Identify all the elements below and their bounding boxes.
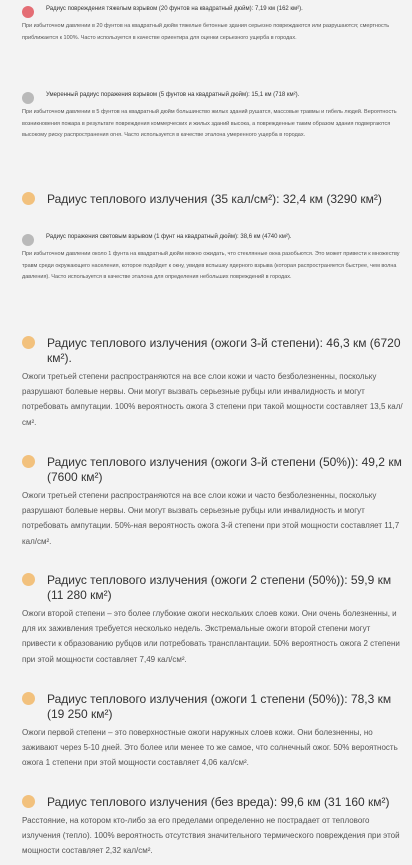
legend-entry-title: Радиус поражения световым взрывом (1 фунт на квадратный дюйм): 38,6 км (4740 км²). bbox=[46, 234, 292, 240]
legend-entry-header bbox=[22, 234, 404, 246]
color-swatch bbox=[22, 92, 34, 104]
legend-entry bbox=[22, 234, 404, 284]
legend-entry-title: Радиус теплового излучения (без вреда): 99,6 км (31 160 км²) bbox=[47, 795, 390, 809]
color-swatch bbox=[22, 6, 34, 18]
color-swatch bbox=[22, 234, 34, 246]
legend-entry-description: Ожоги третьей степени распространяются на все слои кожи и часто безболезненны, поскольку разрушают болевые нервы. Они могут вызвать серьезные рубцы или инвалидность и могут потребовать ампутации. 50%-ная вероятность ожога 3-й степени при этой мощности составляет 11,7 кал/см². bbox=[22, 491, 400, 546]
color-swatch bbox=[22, 795, 35, 808]
legend-entry-description: При избыточном давлении в 20 фунтов на квадратный дюйм тяжелые бетонные здания серьезно повреждаются или разрушаются; смертность приближается к 100%. Часто используется в качестве ориентира для оценки серьезного ущерба в городах. bbox=[22, 23, 390, 41]
color-swatch bbox=[22, 455, 35, 468]
legend-entry-header bbox=[22, 795, 404, 810]
color-swatch bbox=[22, 336, 35, 349]
legend-entry bbox=[22, 6, 404, 44]
legend-entry-description: При избыточном давлении около 1 фунта на квадратный дюйм можно ожидать, что стеклянные окна разобьются. Это может привести к множеству травм среди окружающего населения, которое подойдет к окну, увидев вспышку ядерного взрыва (которая распространяется быстрее, чем волна давления). Часто используется в качестве эталона для определения небольших повреждений в городах. bbox=[22, 251, 400, 281]
legend-entry-header bbox=[22, 573, 404, 603]
legend-entry-header bbox=[22, 92, 404, 104]
legend-entry bbox=[22, 192, 404, 207]
legend-entry-description: При избыточном давлении в 5 фунтов на квадратный дюйм большинство жилых зданий рушатся, массовые травмы и гибель людей. Вероятность возникновения пожара в результате повреждения коммерческих и жилых зданий высока, а поврежденные таким образом здания подвергаются высокому риску распространения огня. Часто используется в качестве эталона умеренного ущерба в городах. bbox=[22, 109, 397, 139]
legend-entry-title: Радиус теплового излучения (35 кал/см²): 32,4 км (3290 км²) bbox=[47, 192, 382, 206]
legend-entry-header bbox=[22, 6, 404, 18]
color-swatch bbox=[22, 573, 35, 586]
legend-entry bbox=[22, 336, 404, 430]
legend-entry-description: Ожоги первой степени – это поверхностные ожоги наружных слоев кожи. Они болезненны, но заживают через 5-10 дней. Это более или менее то же самое, что солнечный ожог. 50% вероятность ожога 1 степени при этой мощности составляет 4,06 кал/см². bbox=[22, 728, 398, 768]
color-swatch bbox=[22, 192, 35, 205]
legend-entry-header bbox=[22, 192, 404, 207]
legend-entry-header bbox=[22, 455, 404, 485]
legend-entry bbox=[22, 795, 404, 859]
legend-entry-title: Радиус повреждения тяжелым взрывом (20 фунтов на квадратный дюйм): 7,19 км (162 км²). bbox=[46, 6, 303, 12]
legend-entry-header bbox=[22, 692, 404, 722]
legend-entry-title: Радиус теплового излучения (ожоги 3-й степени): 46,3 км (6720 км²). bbox=[47, 336, 401, 365]
legend-entry bbox=[22, 692, 404, 771]
legend-entry bbox=[22, 573, 404, 667]
legend-entry-title: Радиус теплового излучения (ожоги 3-й степени (50%)): 49,2 км (7600 км²) bbox=[47, 455, 402, 484]
legend-entry-description: Ожоги третьей степени распространяются на все слои кожи и часто безболезненны, поскольку разрушают болевые нервы. Они могут вызвать серьезные рубцы или инвалидность и могут потребовать ампутации. 100% вероятность ожога 3 степени при такой мощности составляет 13,5 кал/см². bbox=[22, 372, 403, 427]
legend-entry-description: Расстояние, на котором кто-либо за его пределами определенно не пострадает от теплового излучения (тепло). 100% вероятность отсутствия значительного термического повреждения при этой мощности составляет 2,32 кал/см². bbox=[22, 816, 400, 856]
color-swatch bbox=[22, 692, 35, 705]
legend-entry-description: Ожоги второй степени – это более глубокие ожоги нескольких слоев кожи. Они очень болезненны, и для их заживления требуется несколько недель. Экстремальные ожоги второй степени могут привести к образованию рубцов или потребовать трансплантации. 50% вероятность ожога 2 степени при этой мощности составляет 7,49 кал/см². bbox=[22, 609, 400, 664]
legend-entry-title: Радиус теплового излучения (ожоги 1 степени (50%)): 78,3 км (19 250 км²) bbox=[47, 692, 392, 721]
legend-entry-title: Умеренный радиус поражения взрывом (5 фунтов на квадратный дюйм): 15,1 км (718 км²). bbox=[46, 92, 300, 98]
legend-entry-title: Радиус теплового излучения (ожоги 2 степени (50%)): 59,9 км (11 280 км²) bbox=[47, 573, 392, 602]
legend-entry-header bbox=[22, 336, 404, 366]
legend-entry bbox=[22, 92, 404, 142]
legend-entry bbox=[22, 455, 404, 549]
